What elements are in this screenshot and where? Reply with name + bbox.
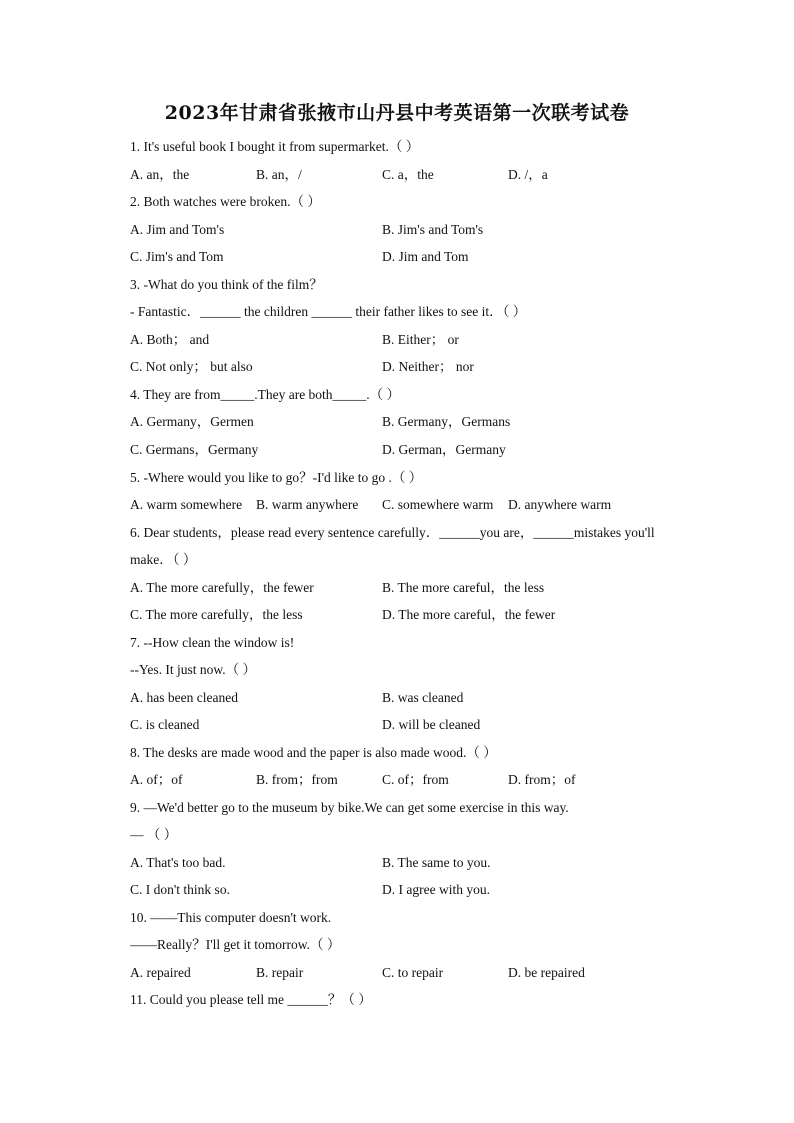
question-9-option-c[interactable]: C. I don't think so. (130, 882, 230, 897)
question-1-option-d[interactable]: D. /，a (508, 167, 548, 182)
question-4-option-a[interactable]: A. Germany，Germen (130, 414, 254, 429)
question-3-option-d[interactable]: D. Neither； nor (382, 359, 474, 374)
question-8-option-b[interactable]: B. from；from (256, 772, 338, 787)
question-7-option-c[interactable]: C. is cleaned (130, 717, 200, 732)
exam-title: 2023年甘肃省张掖市山丹县中考英语第一次联考试卷 (164, 102, 630, 124)
question-2-option-d[interactable]: D. Jim and Tom (382, 249, 469, 264)
question-2-stem: 2. Both watches were broken.（ ） (130, 194, 321, 209)
question-10-option-b[interactable]: B. repair (256, 965, 304, 980)
question-1-stem: 1. It's useful book I bought it from supermarket.（ ） (130, 139, 420, 154)
question-10-option-a[interactable]: A. repaired (130, 965, 191, 980)
question-8-option-d[interactable]: D. from；of (508, 772, 576, 787)
question-10-stem: 10. ——This computer doesn't work. (130, 910, 332, 925)
question-5-option-d[interactable]: D. anywhere warm (508, 497, 612, 512)
question-9-option-a[interactable]: A. That's too bad. (130, 855, 226, 870)
question-7-option-b[interactable]: B. was cleaned (382, 690, 464, 705)
question-1-option-c[interactable]: C. a，the (382, 167, 434, 182)
question-8-option-c[interactable]: C. of；from (382, 772, 449, 787)
question-4-option-b[interactable]: B. Germany，Germans (382, 414, 511, 429)
question-4-option-d[interactable]: D. German，Germany (382, 442, 506, 457)
question-5-option-a[interactable]: A. warm somewhere (130, 497, 243, 512)
question-4-option-c[interactable]: C. Germans，Germany (130, 442, 259, 457)
question-1-option-b[interactable]: B. an，/ (256, 167, 302, 182)
question-2-option-a[interactable]: A. Jim and Tom's (130, 222, 225, 237)
question-11-stem: 11. Could you please tell me ______？（ ） (130, 992, 372, 1007)
question-10-option-d[interactable]: D. be repaired (508, 965, 585, 980)
question-6-option-a[interactable]: A. The more carefully，the fewer (130, 580, 314, 595)
question-6-option-b[interactable]: B. The more careful，the less (382, 580, 545, 595)
question-6-stem: 6. Dear students，please read every sentence carefully．______you are，______mistakes you'll (130, 525, 655, 540)
question-3-option-c[interactable]: C. Not only； but also (130, 359, 253, 374)
question-7-stem-cont: --Yes. It just now.（ ） (130, 662, 257, 677)
question-5-option-b[interactable]: B. warm anywhere (256, 497, 359, 512)
question-7-stem: 7. --How clean the window is! (130, 635, 295, 650)
question-2-option-c[interactable]: C. Jim's and Tom (130, 249, 224, 264)
question-6-option-d[interactable]: D. The more careful，the fewer (382, 607, 556, 622)
question-2-option-b[interactable]: B. Jim's and Tom's (382, 222, 484, 237)
question-1-option-a[interactable]: A. an，the (130, 167, 190, 182)
question-3-stem-cont: - Fantastic．______ the children ______ their father likes to see it．（ ） (130, 304, 527, 319)
question-8-stem: 8. The desks are made wood and the paper is also made wood.（ ） (130, 745, 497, 760)
question-4-stem: 4. They are from_____.They are both_____.（ ） (130, 387, 401, 402)
question-7-option-a[interactable]: A. has been cleaned (130, 690, 238, 705)
question-6-option-c[interactable]: C. The more carefully，the less (130, 607, 303, 622)
question-9-option-b[interactable]: B. The same to you. (382, 855, 491, 870)
question-9-option-d[interactable]: D. I agree with you. (382, 882, 490, 897)
question-6-stem-cont: make．（ ） (130, 552, 197, 567)
question-10-stem-cont: ——Really？I'll get it tomorrow.（ ） (130, 937, 341, 952)
question-9-stem-cont: — （ ） (130, 827, 178, 842)
question-9-stem: 9. —We'd better go to the museum by bike.We can get some exercise in this way. (130, 800, 569, 815)
question-3-option-b[interactable]: B. Either； or (382, 332, 459, 347)
question-8-option-a[interactable]: A. of；of (130, 772, 183, 787)
question-7-option-d[interactable]: D. will be cleaned (382, 717, 481, 732)
question-5-stem: 5. -Where would you like to go？-I'd like to go .（ ） (130, 470, 423, 485)
question-10-option-c[interactable]: C. to repair (382, 965, 444, 980)
question-3-stem: 3. -What do you think of the film？ (130, 277, 323, 292)
question-3-option-a[interactable]: A. Both； and (130, 332, 210, 347)
question-5-option-c[interactable]: C. somewhere warm (382, 497, 494, 512)
